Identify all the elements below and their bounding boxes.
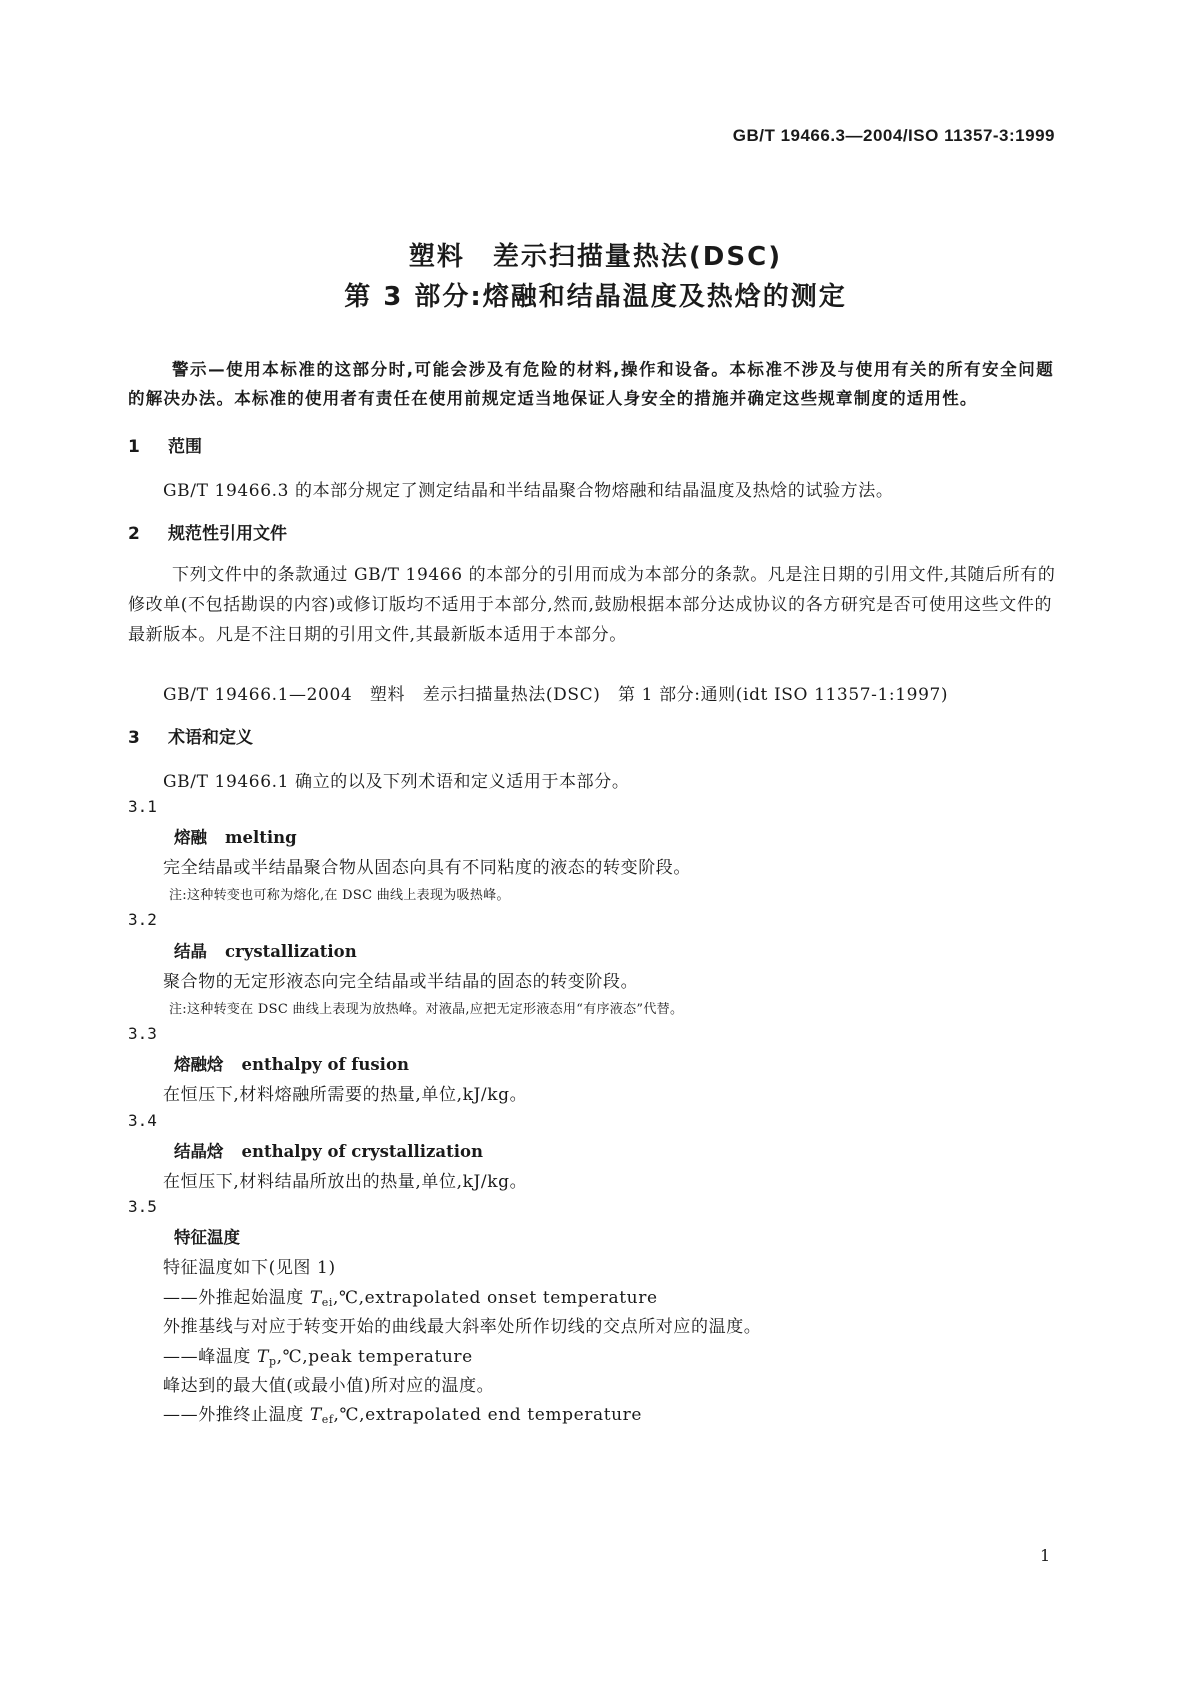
peak-description: 峰达到的最大值(或最小值)所对应的温度。 [163, 1376, 495, 1396]
warning-paragraph: 警示—使用本标准的这部分时,可能会涉及有危险的材料,操作和设备。本标准不涉及与使用有关的所有安全问题的解决办法。本标准的使用者有责任在使用前规定适当地保证人身安全的措施并确定这些规章制度的适用性。 [128, 360, 1054, 408]
peak-temperature-item [163, 1342, 473, 1368]
term-title-characteristic-temperature [174, 1224, 240, 1248]
section-number: 2 [128, 524, 140, 544]
onset-prefix: ——外推起始温度 [163, 1288, 310, 1308]
peak-prefix: ——峰温度 [163, 1347, 258, 1367]
term-en: crystallization [225, 942, 357, 961]
section-title: 规范性引用文件 [168, 524, 287, 544]
term-cn: 结晶焓 [174, 1142, 224, 1161]
term-title-enthalpy-fusion [174, 1051, 409, 1075]
term-title-melting [174, 824, 297, 848]
term-number: 3.4 [128, 1111, 157, 1130]
term-title-enthalpy-crystallization [174, 1138, 483, 1162]
term-cn: 特征温度 [174, 1228, 240, 1247]
term-definition: 在恒压下,材料结晶所放出的热量,单位,kJ/kg。 [163, 1172, 528, 1192]
peak-subscript: p [268, 1355, 277, 1368]
peak-suffix: ,℃,peak temperature [276, 1347, 473, 1367]
section-number: 1 [128, 437, 140, 457]
section-title: 术语和定义 [168, 728, 253, 748]
scope-text: GB/T 19466.3 的本部分规定了测定结晶和半结晶聚合物熔融和结晶温度及热焓的试验方法。 [163, 481, 894, 501]
peak-symbol: T [257, 1347, 269, 1367]
term-note: 注:这种转变在 DSC 曲线上表现为放热峰。对液晶,应把无定形液态用“有序液态”代替。 [169, 1002, 684, 1017]
term-en: enthalpy of fusion [241, 1055, 409, 1074]
end-suffix: ,℃,extrapolated end temperature [333, 1405, 643, 1425]
references-text: 下列文件中的条款通过 GB/T 19466 的本部分的引用而成为本部分的条款。凡是注日期的引用文件,其随后所有的修改单(不包括勘误的内容)或修订版均不适用于本部分,然而,鼓励根据本部分达成协议的各方研究是否可使用这些文件的最新版本。凡是不注日期的引用文件,其最新版本适用于本部分。 [128, 565, 1056, 645]
term-note: 注:这种转变也可称为熔化,在 DSC 曲线上表现为吸热峰。 [169, 888, 510, 903]
term-definition: 聚合物的无定形液态向完全结晶或半结晶的固态的转变阶段。 [163, 972, 639, 992]
onset-symbol: T [309, 1288, 322, 1308]
title-line-1: 塑料 差示扫描量热法(DSC) [408, 242, 783, 272]
term-number: 3.5 [128, 1197, 157, 1216]
section-heading-scope [128, 432, 202, 457]
section-number: 3 [128, 728, 140, 748]
term-number: 3.2 [128, 910, 157, 929]
page-number: 1 [1040, 1546, 1051, 1565]
onset-subscript: ei [321, 1296, 333, 1309]
standard-code: GB/T 19466.3—2004/ISO 11357-3:1999 [732, 126, 1055, 145]
term-en: enthalpy of crystallization [241, 1142, 483, 1161]
term-definition: 完全结晶或半结晶聚合物从固态向具有不同粘度的液态的转变阶段。 [163, 858, 691, 878]
title-line-2: 第 3 部分:熔融和结晶温度及热焓的测定 [344, 282, 847, 312]
term-cn: 熔融焓 [174, 1055, 224, 1074]
section-heading-references [128, 519, 287, 544]
term-cn: 熔融 [174, 828, 207, 847]
onset-suffix: ,℃,extrapolated onset temperature [333, 1288, 658, 1308]
end-temperature-item [163, 1400, 642, 1426]
onset-temperature-item [163, 1283, 658, 1309]
terms-intro: GB/T 19466.1 确立的以及下列术语和定义适用于本部分。 [163, 772, 630, 792]
term-number: 3.1 [128, 797, 157, 816]
term-en: melting [225, 828, 297, 847]
term-title-crystallization [174, 938, 357, 962]
term-cn: 结晶 [174, 942, 207, 961]
section-title: 范围 [168, 437, 202, 457]
term-number: 3.3 [128, 1024, 157, 1043]
end-prefix: ——外推终止温度 [163, 1405, 310, 1425]
end-subscript: ef [321, 1413, 334, 1426]
onset-description: 外推基线与对应于转变开始的曲线最大斜率处所作切线的交点所对应的温度。 [163, 1317, 762, 1337]
end-symbol: T [309, 1405, 322, 1425]
section-heading-terms [128, 723, 253, 748]
characteristic-temperature-intro: 特征温度如下(见图 1) [163, 1258, 336, 1278]
reference-entry: GB/T 19466.1—2004 塑料 差示扫描量热法(DSC) 第 1 部分:通则(idt ISO 11357-1:1997) [163, 685, 949, 705]
term-definition: 在恒压下,材料熔融所需要的热量,单位,kJ/kg。 [163, 1085, 528, 1105]
